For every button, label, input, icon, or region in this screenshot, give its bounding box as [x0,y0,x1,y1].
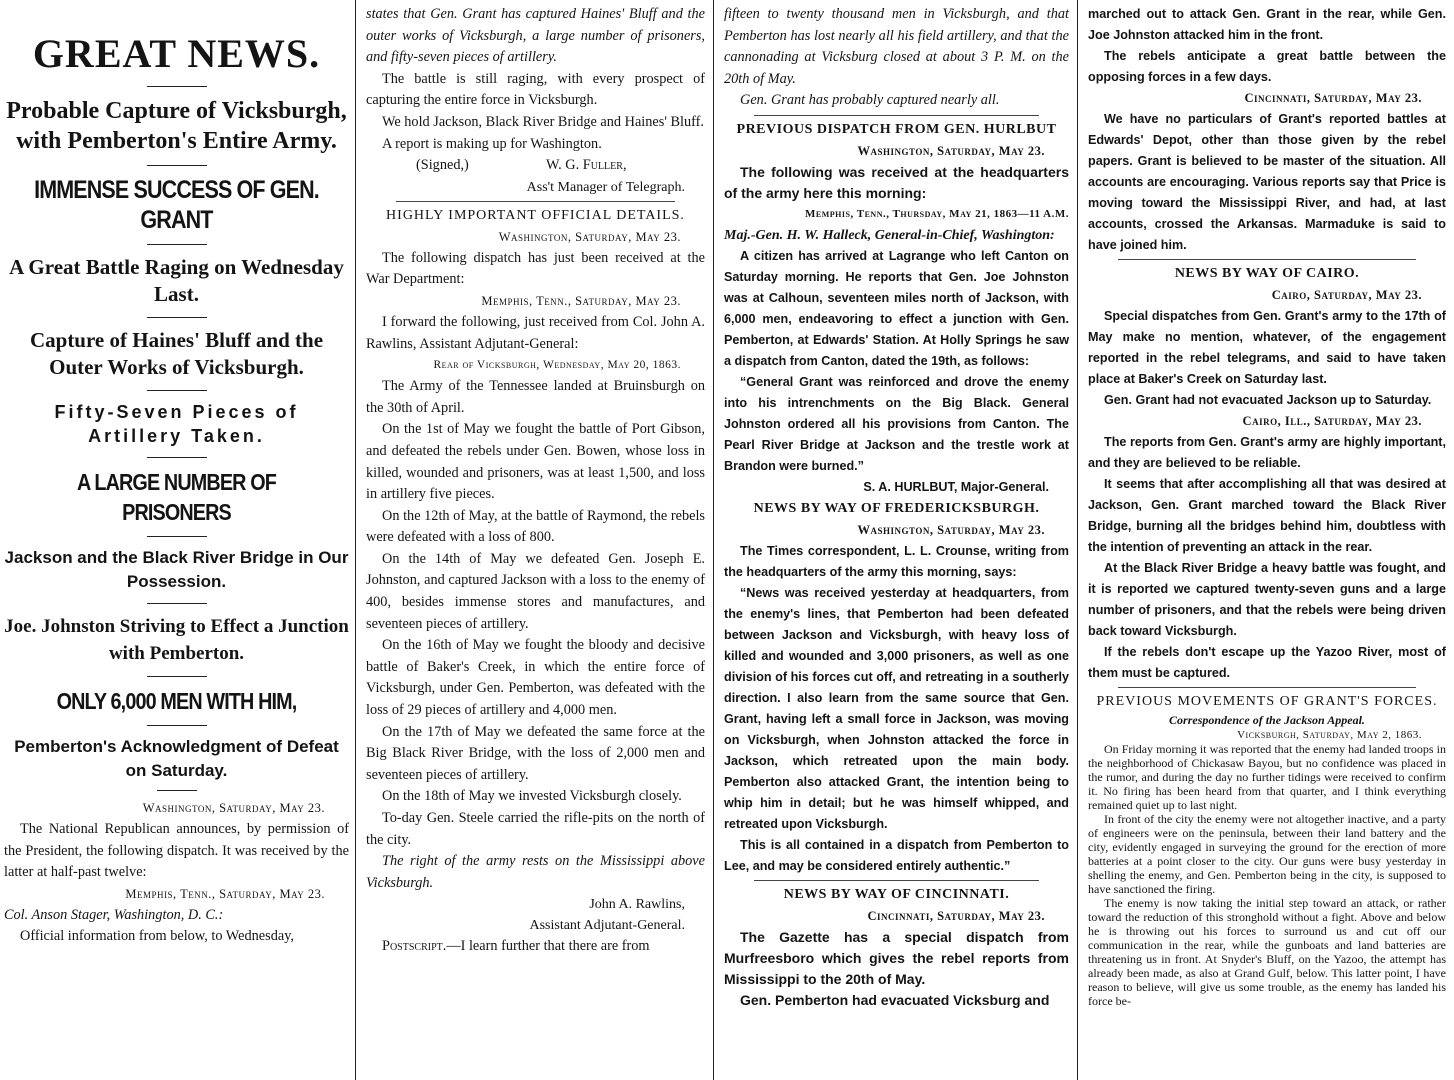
divider [147,317,207,318]
article-paragraph: The following was received at the headquarters of the army here this morning: [724,163,1069,201]
correspondence-credit: Correspondence of the Jackson Appeal. [1169,713,1365,727]
article-paragraph: The Gazette has a special dispatch from Murfreesboro which gives the rebel reports from Mississippi to the 20th of May. [724,928,1069,987]
divider [147,725,207,726]
dateline: Cairo, Ill., Saturday, May 23. [1242,414,1422,428]
divider [147,390,207,391]
dateline: Rear of Vicksburgh, Wednesday, May 20, 1863. [433,359,681,372]
headline-haines-bluff: Capture of Haines' Bluff and the Outer Works of Vicksburgh. [29,328,324,379]
divider [147,536,207,537]
dateline: Washington, Saturday, May 23. [142,801,325,815]
postscript-text: —I learn further that there are from [446,938,650,955]
article-paragraph: In front of the city the enemy were not altogether inactive, and a party of engineers were on the peninsula, between their land battery and the city, evidently engaged in surveying the ground for the erection of more batteries at a point closer to the city. Our guns were busy yesterday in shelling the enemy, and Gen. Pemberton being in the city, is supposed to have sanctioned the firing. [1088,812,1446,896]
headline-prisoners: A LARGE NUMBER OF PRISONERS [77,469,276,525]
article-paragraph: I forward the following, just received from Col. John A. Rawlins, Assistant Adjutant-General: [366,313,705,352]
article-paragraph: The Army of the Tennessee landed at Bruinsburgh on the 30th of April. [366,378,705,416]
article-paragraph: It seems that after accomplishing all that was desired at Jackson, Gen. Grant marched toward the Black River Bridge, burning all the bridges behind him, doubtless with the intention of preventing an attack in the rear. [1088,477,1446,554]
divider [147,457,207,458]
article-paragraph: On the 1st of May we fought the battle of Port Gibson, and defeated the rebels under Gen. Bowen, whose loss in killed, wounded and prisoners, was at least 1,500, and loss in artillery five pieces. [366,421,705,503]
article-paragraph: A report is making up for Washington. [382,135,602,152]
dateline: Cincinnati, Saturday, May 23. [1244,91,1422,105]
article-paragraph: The rebels anticipate a great battle between the opposing forces in a few days. [1088,49,1446,84]
divider [1118,687,1416,688]
signer-title: Assistant Adjutant-General. [529,918,685,934]
column-4 [1080,0,1454,1080]
dateline: Washington, Saturday, May 23. [857,143,1045,158]
postscript-label: Postscript. [382,938,447,955]
article-paragraph: The battle is still raging, with every prospect of capturing the entire force in Vicksburgh. [366,70,705,109]
article-paragraph: To-day Gen. Steele carried the rifle-pits on the north of the city. [366,810,705,848]
article-paragraph: The enemy is now taking the initial step toward an attack, or rather toward the reduction of this stronghold without a fight. Above and below he is throwing out his forces to surround us and cut off our communication in the rear, while the gunboats and land batteries are threatening us in front. At Snyder's Bluff, on the Yazoo, the attempt has already been made, as also at Grand Gulf, below. This latter point, I have reason to believe, will give us some trouble, as the enemy has landed his force be- [1088,896,1446,1008]
column-2 [358,0,714,1080]
dateline: Washington, Saturday, May 23. [857,522,1045,537]
divider [147,86,207,87]
headline-fifty-seven: Fifty-Seven Pieces of Artillery Taken. [54,402,299,446]
article-paragraph: Gen. Grant had not evacuated Jackson up to Saturday. [1104,393,1432,407]
addressee: Maj.-Gen. H. W. Halleck, General-in-Chief, Washington: [724,227,1055,243]
section-heading: HIGHLY IMPORTANT OFFICIAL DETAILS. [386,207,685,223]
dateline: Memphis, Tenn., Saturday, May 23. [125,886,325,901]
article-paragraph [366,936,705,958]
dateline: Washington, Saturday, May 23. [498,229,681,244]
headline-jackson: Jackson and the Black River Bridge in Our Possession. [4,548,349,591]
divider [754,115,1039,116]
divider [754,880,1039,881]
article-paragraph: The following dispatch has just been received at the War Department: [366,249,705,288]
article-paragraph: “General Grant was reinforced and drove the enemy into his intrenchments on the Big Black. General Johnston ordered all his provisions from Canton. The Pearl River Bridge at Jackson and the trestle work at Brandon were burned.” [724,374,1069,473]
article-paragraph: On the 18th of May we invested Vicksburgh closely. [382,788,682,805]
article-paragraph: On the 16th of May we fought the bloody and decisive battle of Baker's Creek, in which the entire force of Vicksburgh, under Gen. Pemberton, was defeated with the loss of 29 pieces of artillery and 4,000 men. [366,637,705,719]
signer-name: John A. Rawlins, [589,897,685,913]
headline-immense-success: IMMENSE SUCCESS OF GEN. GRANT [34,176,319,234]
divider [157,790,197,791]
article-paragraph: We hold Jackson, Black River Bridge and Haines' Bluff. [382,113,704,130]
column-1 [0,0,356,1080]
article-paragraph: fifteen to twenty thousand men in Vicksburgh, and that Pemberton has lost nearly all his field artillery, and that the cannonading at Vicksburg closed at about 3 P. M. on the 20th of May. [724,6,1069,87]
section-heading: NEWS BY WAY OF FREDERICKSBURGH. [753,500,1040,516]
article-paragraph: “News was received yesterday at headquarters, from the enemy's lines, that Pemberton had been defeated between Jackson and Vicksburgh, with heavy loss of killed and wounded and 3,000 prisoners, as well as one division of his forces cut off, and retreating in a southerly direction. I also learn from the same source that Gen. Grant, having left a small force in Jackson, was moving on Vicksburgh, when Johnston attacked the force in Jackson, which retreated upon the main body. Pemberton also attacked Grant, the intention being to whip him in detail; but he was himself whipped, and retreated upon Vicksburgh. [724,585,1069,831]
article-paragraph: We have no particulars of Grant's reported battles at Edwards' Depot, other than those given by the rebel papers. Grant is believed to be master of the situation. All accounts are encouraging. Various reports say that Price is moving toward the Mississippi River, and had, at last accounts, crossed the Arkansas. Marmaduke is said to have joined him. [1088,112,1446,252]
article-paragraph: Official information from below, to Wednesday, [20,928,294,945]
article-paragraph: Special dispatches from Gen. Grant's army to the 17th of May make no mention, whatever, of the engagement reported in the rebel telegrams, and said to have taken place at Baker's Creek on Saturday last. [1088,309,1446,386]
article-paragraph: The National Republican announces, by permission of the President, the following dispatch. It was received by the latter at half-past twelve: [4,821,349,881]
article-paragraph: The Times correspondent, L. L. Crounse, writing from the headquarters of the army this morning, says: [724,543,1069,579]
section-heading: NEWS BY WAY OF CAIRO. [1174,266,1360,281]
article-paragraph: On the 12th of May, at the battle of Raymond, the rebels were defeated with a loss of 800. [366,507,705,546]
article-paragraph: marched out to attack Gen. Grant in the rear, while Gen. Joe Johnston attacked him in the front. [1088,7,1446,42]
article-paragraph: states that Gen. Grant has captured Haines' Bluff and the outer works of Vicksburgh, a large number of prisoners, and fifty-seven pieces of artillery. [366,6,705,66]
signature-line [366,155,705,177]
divider [1118,259,1416,260]
addressee: Col. Anson Stager, Washington, D. C.: [4,906,224,923]
section-heading: NEWS BY WAY OF CINCINNATI. [783,886,1010,902]
column-3 [716,0,1078,1080]
headline-great-battle: A Great Battle Raging on Wednesday Last. [9,255,344,306]
signer-title: Ass't Manager of Telegraph. [526,179,685,195]
divider [147,603,207,604]
dateline: Cairo, Saturday, May 23. [1271,288,1422,302]
article-paragraph: This is all contained in a dispatch from Pemberton to Lee, and may be considered entirely authentic.” [724,837,1069,873]
section-heading: PREVIOUS MOVEMENTS OF GRANT'S FORCES. [1096,694,1438,709]
dateline: Memphis, Tenn., Saturday, May 23. [481,293,681,308]
headline-pemberton-defeat: Pemberton's Acknowledgment of Defeat on Saturday. [14,737,339,780]
article-paragraph: The right of the army rests on the Mississippi above Vicksburgh. [366,853,705,891]
divider [147,244,207,245]
dateline: Cincinnati, Saturday, May 23. [867,908,1045,923]
headline-johnston: Joe. Johnston Striving to Effect a Junction with Pemberton. [4,616,349,664]
divider [147,165,207,166]
article-paragraph: On the 17th of May we defeated the same force at the Big Black River Bridge, with the loss of 2,000 men and seventeen pieces of artillery. [366,723,705,783]
article-paragraph: If the rebels don't escape up the Yazoo River, most of them must be captured. [1088,645,1446,680]
headline-great-news: GREAT NEWS. [32,31,321,76]
article-paragraph: On Friday morning it was reported that the enemy had landed troops in the neighborhood of Chickasaw Bayou, but no confidence was placed in the rumor, and during the day no further tidings were received to confirm it. No firing has been heard from that quarter, and I think everything remained quiet up to last night. [1088,742,1446,812]
section-heading: PREVIOUS DISPATCH FROM GEN. HURLBUT [736,121,1057,137]
article-paragraph: Gen. Pemberton had evacuated Vicksburg and [740,991,1050,1008]
dateline: Vicksburgh, Saturday, May 2, 1863. [1237,729,1422,741]
signer-name: W. G. Fuller, [545,157,627,174]
article-paragraph: Gen. Grant has probably captured nearly all. [740,92,1000,109]
headline-probable-capture: Probable Capture of Vicksburgh, with Pemberton's Entire Army. [6,98,347,154]
signer-name: S. A. HURLBUT, Major-General. [863,479,1049,494]
divider [147,676,207,677]
article-paragraph: A citizen has arrived at Lagrange who left Canton on Saturday morning. He reports that Gen. Joe Johnston was at Calhoun, seventeen miles north of Jackson, with 6,000 men, endeavoring to effect a junction with Gen. Pemberton, at Edwards' Station. At Holly Springs he saw a dispatch from Canton, dated the 19th, as follows: [724,248,1069,368]
headline-only-6000: ONLY 6,000 MEN WITH HIM, [56,688,297,714]
dateline: Memphis, Tenn., Thursday, May 21, 1863—11 A.M. [805,207,1069,220]
article-paragraph: The reports from Gen. Grant's army are highly important, and they are believed to be reliable. [1088,435,1446,470]
signed-label: (Signed,) [416,157,469,174]
divider [396,201,675,202]
article-paragraph: On the 14th of May we defeated Gen. Joseph E. Johnston, and captured Jackson with a loss to the enemy of 400, besides immense stores and manufactures, and seventeen pieces of artillery. [366,550,705,632]
article-paragraph: At the Black River Bridge a heavy battle was fought, and it is reported we captured twenty-seven guns and a large number of prisoners, and that the rebels were being driven back toward Vicksburgh. [1088,561,1446,638]
